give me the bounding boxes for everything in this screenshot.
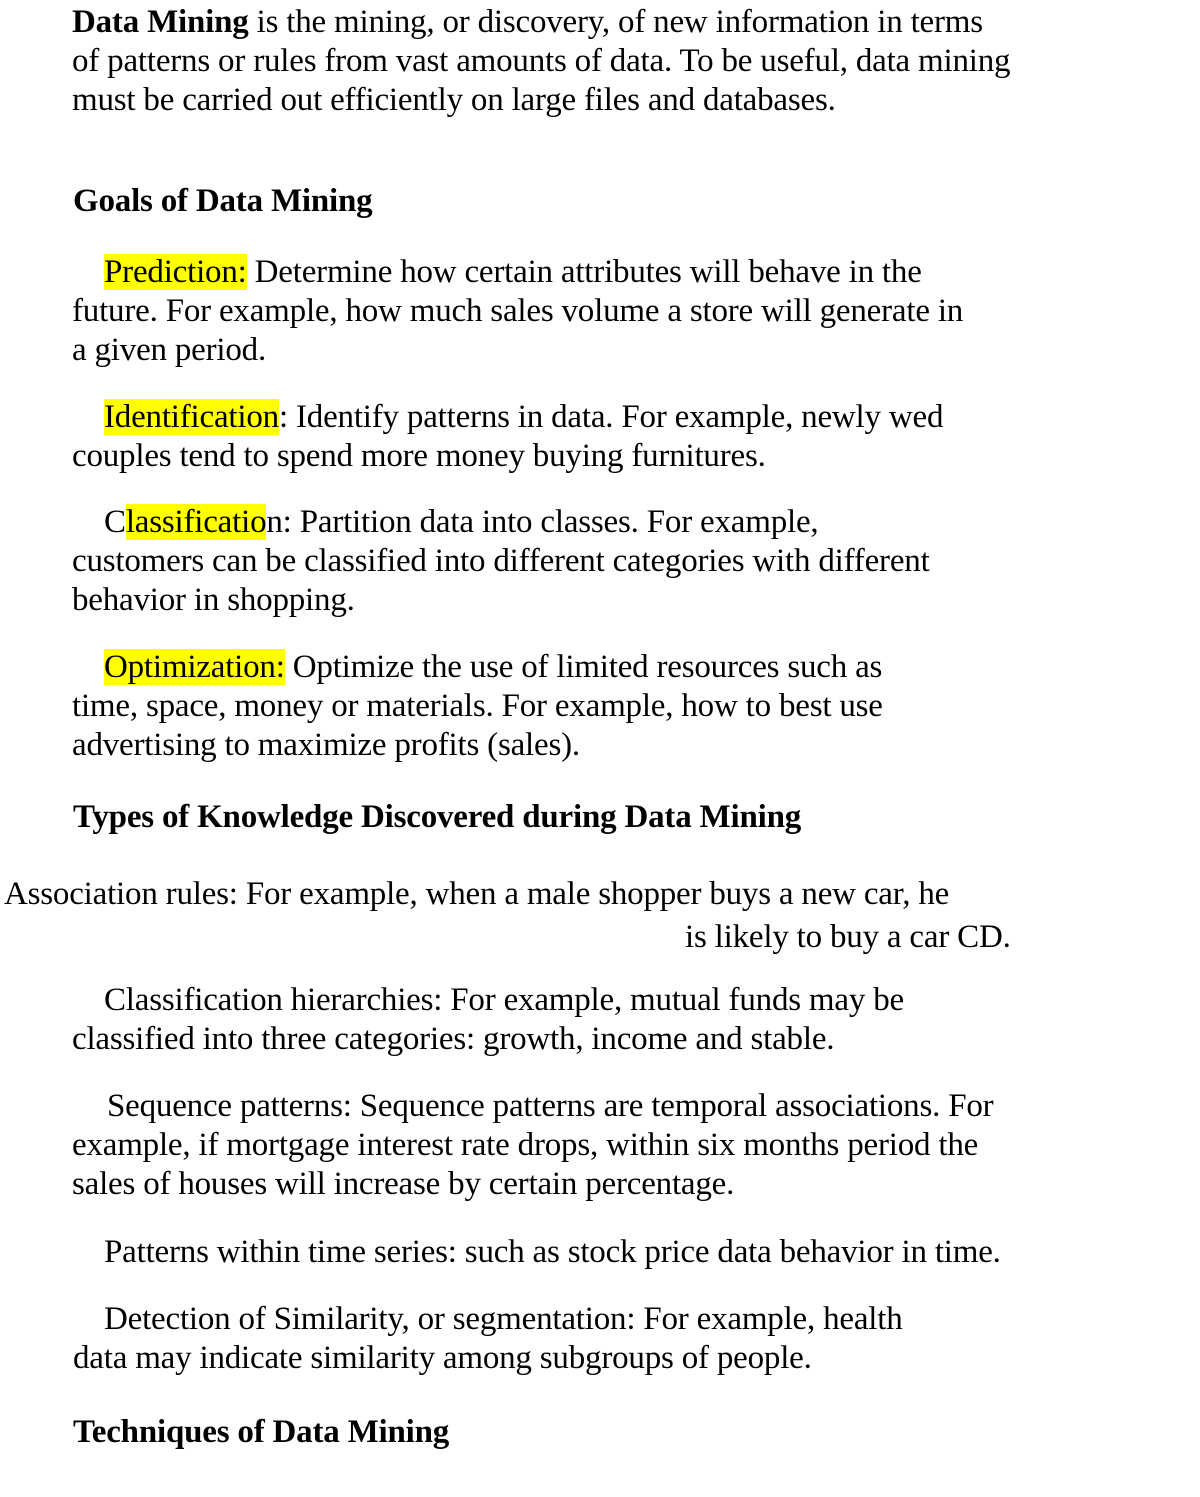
classification-line-3: behavior in shopping. xyxy=(72,582,355,618)
optimization-label: Optimization: xyxy=(104,649,285,685)
identification-line-2: couples tend to spend more money buying furnitures. xyxy=(72,438,766,474)
similarity-line-2: data may indicate similarity among subgroups of people. xyxy=(73,1340,812,1376)
classification-line-2: customers can be classified into different categories with different xyxy=(72,543,930,579)
classification-label-highlight: lassificatio xyxy=(125,504,267,540)
prediction-line-3: a given period. xyxy=(72,332,267,368)
classification-line-1 xyxy=(104,503,818,542)
intro-line-1-text: is the mining, or discovery, of new information in terms xyxy=(248,4,983,40)
prediction-line-2: future. For example, how much sales volume a store will generate in xyxy=(72,293,964,329)
classification-hierarchies-line-2: classified into three categories: growth, income and stable. xyxy=(72,1021,835,1057)
techniques-heading: Techniques of Data Mining xyxy=(73,1414,450,1450)
intro-term: Data Mining xyxy=(72,4,249,40)
prediction-line-1-text: Determine how certain attributes will behave in the xyxy=(246,254,922,290)
classification-line-1-text: n: Partition data into classes. For example, xyxy=(266,504,819,540)
optimization-line-1-text: Optimize the use of limited resources such as xyxy=(284,649,883,685)
optimization-line-2: time, space, money or materials. For example, how to best use xyxy=(72,688,883,724)
sequence-patterns-line-2: example, if mortgage interest rate drops, within six months period the xyxy=(72,1127,979,1163)
identification-line-1-text: : Identify patterns in data. For example, newly wed xyxy=(278,399,944,435)
knowledge-heading: Types of Knowledge Discovered during Data Mining xyxy=(73,799,802,835)
identification-label: Identification xyxy=(104,399,279,435)
association-line-2: is likely to buy a car CD. xyxy=(685,919,1011,955)
intro-line-3: must be carried out efficiently on large files and databases. xyxy=(72,82,836,118)
association-line-1: Association rules: For example, when a male shopper buys a new car, he xyxy=(4,876,950,912)
identification-line-1 xyxy=(104,398,943,437)
sequence-patterns-line-1: Sequence patterns: Sequence patterns are temporal associations. For xyxy=(107,1088,994,1124)
intro-line-1 xyxy=(72,3,983,42)
prediction-line-1 xyxy=(104,253,922,292)
prediction-label: Prediction: xyxy=(104,254,247,290)
time-series-line-1: Patterns within time series: such as stock price data behavior in time. xyxy=(104,1234,1001,1270)
goals-heading: Goals of Data Mining xyxy=(73,183,373,219)
similarity-line-1: Detection of Similarity, or segmentation: For example, health xyxy=(104,1301,903,1337)
intro-line-2: of patterns or rules from vast amounts of data. To be useful, data mining xyxy=(72,43,1011,79)
optimization-line-3: advertising to maximize profits (sales). xyxy=(72,727,580,763)
classification-label-pre: C xyxy=(104,504,126,540)
sequence-patterns-line-3: sales of houses will increase by certain percentage. xyxy=(72,1166,735,1202)
classification-hierarchies-line-1: Classification hierarchies: For example, mutual funds may be xyxy=(104,982,904,1018)
optimization-line-1 xyxy=(104,648,882,687)
